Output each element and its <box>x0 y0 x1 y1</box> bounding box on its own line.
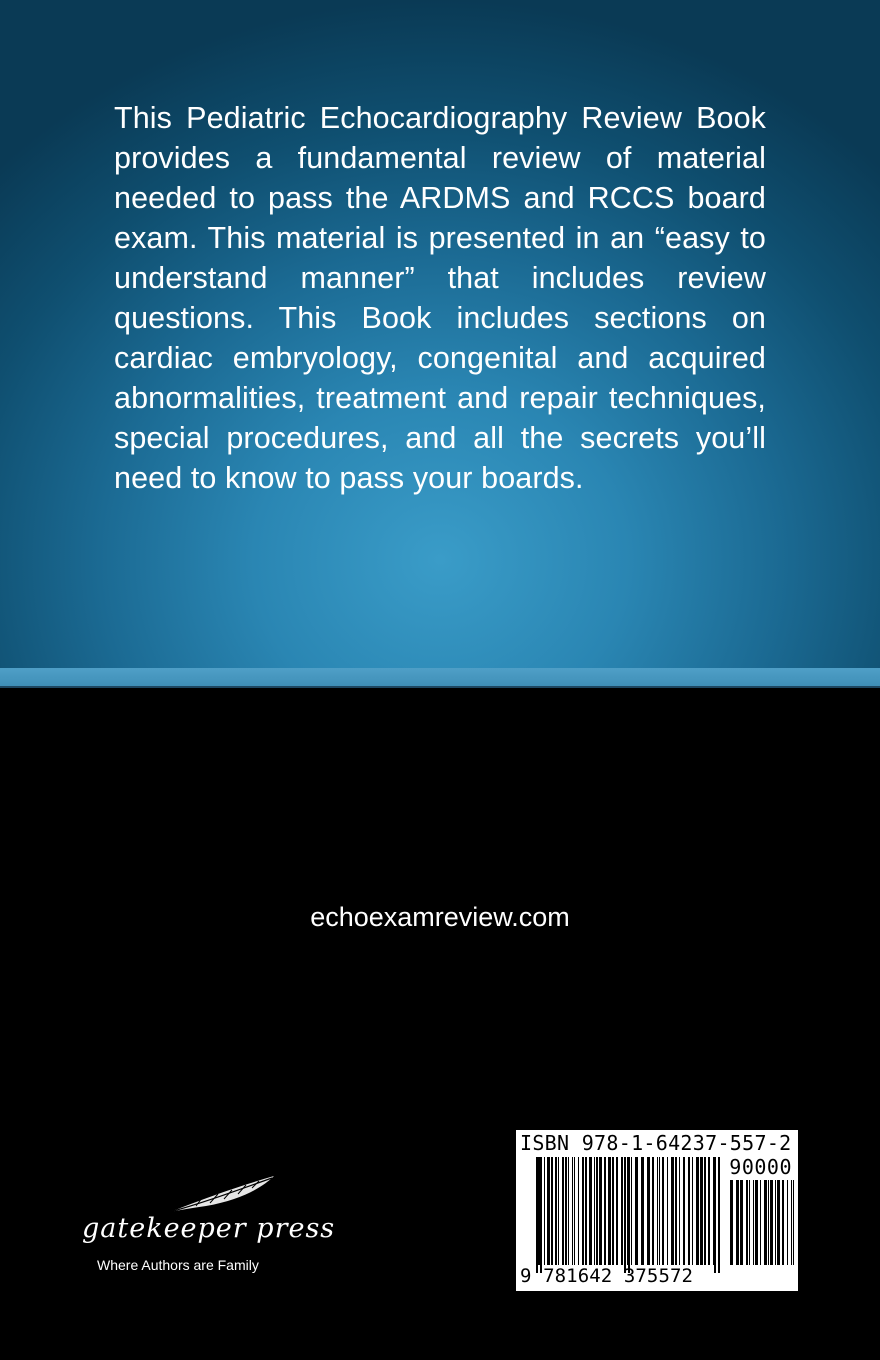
book-description: This Pediatric Echocardiography Review Book provides a fundamental review of material needed to pass the ARDMS and RCCS board exam. This material is presented in an “easy to understand manner” that includes review questions. This Book includes sections on cardiac embryology, congenital and acquired abnormalities, treatment and repair techniques, special procedures, and all the secrets you’ll need to know to pass your boards. <box>114 101 766 495</box>
publisher-name: gatekeeper press <box>82 1213 336 1244</box>
website-url: echoexamreview.com <box>310 902 570 932</box>
feather-quill-icon <box>166 1172 278 1216</box>
price-code: 90000 <box>729 1155 792 1179</box>
blue-gradient-panel <box>0 0 880 668</box>
isbn-number: ISBN 978-1-64237-557-2 <box>520 1131 792 1155</box>
panel-divider-stripe <box>0 668 880 686</box>
isbn-barcode <box>516 1130 798 1291</box>
panel-divider-line <box>0 686 880 688</box>
ean-digits: 9 781642 375572 <box>520 1265 694 1287</box>
publisher-logo <box>80 1172 336 1282</box>
publisher-tagline: Where Authors are Family <box>97 1257 259 1273</box>
